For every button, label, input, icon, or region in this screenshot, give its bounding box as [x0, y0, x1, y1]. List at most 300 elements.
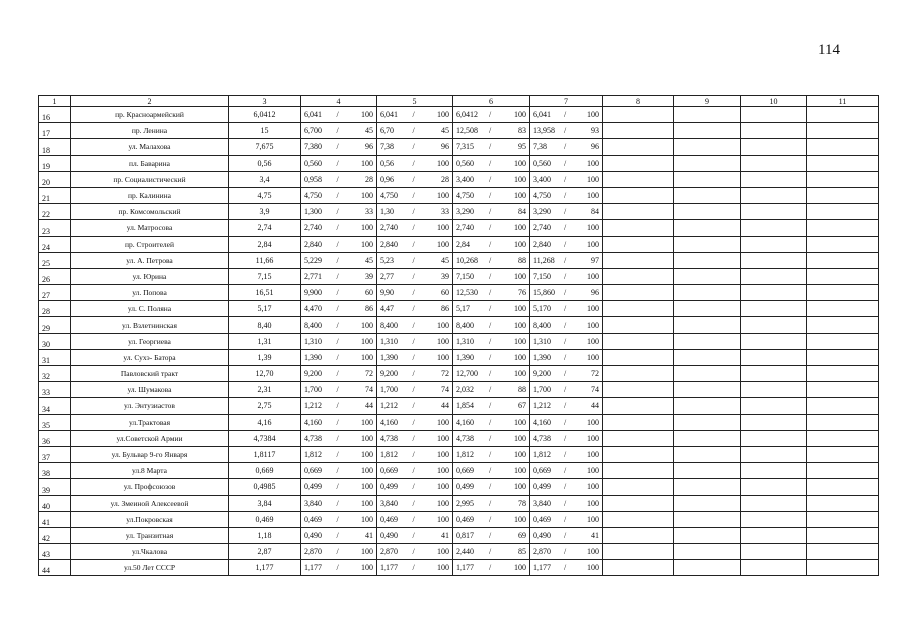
separator: /: [564, 239, 567, 249]
empty-cell: [674, 204, 741, 220]
separator: /: [564, 288, 567, 298]
length-percent-cell: [453, 366, 530, 382]
length-percent-cell: [301, 414, 377, 430]
percent-value: 100: [437, 352, 449, 362]
percent-value: 100: [587, 271, 599, 281]
empty-cell: [741, 446, 807, 462]
empty-cell: [603, 382, 674, 398]
length-percent-cell: [453, 155, 530, 171]
separator: /: [336, 191, 339, 201]
empty-cell: [603, 285, 674, 301]
separator: /: [489, 174, 492, 184]
street-name-cell: пр. Строителей: [71, 236, 229, 252]
empty-cell: [603, 268, 674, 284]
empty-cell: [807, 544, 879, 560]
length-percent-cell: [530, 107, 603, 123]
table-row: [39, 527, 879, 543]
separator: /: [412, 336, 415, 346]
length-percent-cell: [453, 430, 530, 446]
separator: /: [336, 142, 339, 152]
separator: /: [564, 126, 567, 136]
length-percent-cell: [301, 382, 377, 398]
empty-cell: [603, 430, 674, 446]
empty-cell: [603, 463, 674, 479]
percent-value: 44: [365, 401, 373, 411]
separator: /: [489, 223, 492, 233]
total-length-cell: 1,31: [229, 333, 301, 349]
length-percent-cell: [530, 285, 603, 301]
length-value: 8,400: [533, 320, 551, 330]
empty-cell: [807, 187, 879, 203]
length-value: 0,469: [533, 514, 551, 524]
empty-cell: [741, 479, 807, 495]
length-value: 2,84: [456, 239, 470, 249]
length-value: 0,469: [380, 514, 398, 524]
percent-value: 100: [361, 433, 373, 443]
separator: /: [412, 369, 415, 379]
row-number-cell: 40: [39, 495, 71, 511]
length-value: 8,400: [380, 320, 398, 330]
empty-cell: [741, 382, 807, 398]
separator: /: [336, 239, 339, 249]
total-length-cell: 4,7384: [229, 430, 301, 446]
length-percent-cell: [530, 155, 603, 171]
empty-cell: [603, 236, 674, 252]
length-percent-cell: [301, 236, 377, 252]
empty-cell: [603, 398, 674, 414]
separator: /: [336, 466, 339, 476]
length-value: 1,310: [456, 336, 474, 346]
length-percent-cell: [530, 527, 603, 543]
separator: /: [412, 530, 415, 540]
empty-cell: [603, 171, 674, 187]
separator: /: [489, 320, 492, 330]
table-row: [39, 398, 879, 414]
separator: /: [412, 514, 415, 524]
empty-cell: [741, 155, 807, 171]
separator: /: [412, 126, 415, 136]
length-value: 2,840: [304, 239, 322, 249]
empty-cell: [807, 398, 879, 414]
separator: /: [412, 207, 415, 217]
table-row: [39, 414, 879, 430]
street-name-cell: ул. Взлетнинская: [71, 317, 229, 333]
percent-value: 100: [587, 450, 599, 460]
length-percent-cell: [377, 544, 453, 560]
length-percent-cell: [301, 349, 377, 365]
percent-value: 100: [587, 417, 599, 427]
separator: /: [564, 158, 567, 168]
table-row: [39, 479, 879, 495]
empty-cell: [603, 349, 674, 365]
empty-cell: [603, 123, 674, 139]
length-percent-cell: [301, 366, 377, 382]
separator: /: [412, 255, 415, 265]
percent-value: 100: [361, 320, 373, 330]
length-percent-cell: [530, 171, 603, 187]
length-percent-cell: [377, 463, 453, 479]
percent-value: 67: [518, 401, 526, 411]
percent-value: 100: [437, 336, 449, 346]
separator: /: [489, 304, 492, 314]
length-value: 4,47: [380, 304, 394, 314]
length-value: 1,177: [533, 563, 551, 573]
length-value: 0,958: [304, 174, 322, 184]
percent-value: 96: [441, 142, 449, 152]
total-length-cell: 1,8117: [229, 446, 301, 462]
percent-value: 100: [361, 158, 373, 168]
length-value: 1,310: [304, 336, 322, 346]
table-row: [39, 204, 879, 220]
row-number-cell: 38: [39, 463, 71, 479]
empty-cell: [807, 155, 879, 171]
empty-cell: [674, 187, 741, 203]
street-name-cell: Павловский тракт: [71, 366, 229, 382]
empty-cell: [807, 527, 879, 543]
length-value: 0,560: [456, 158, 474, 168]
total-length-cell: 12,70: [229, 366, 301, 382]
empty-cell: [603, 511, 674, 527]
length-percent-cell: [530, 560, 603, 576]
empty-cell: [741, 107, 807, 123]
empty-cell: [603, 220, 674, 236]
length-percent-cell: [530, 333, 603, 349]
length-value: 2,440: [456, 547, 474, 557]
street-name-cell: ул.50 Лет СССР: [71, 560, 229, 576]
length-value: 1,177: [380, 563, 398, 573]
length-percent-cell: [301, 544, 377, 560]
total-length-cell: 5,17: [229, 301, 301, 317]
separator: /: [564, 320, 567, 330]
total-length-cell: 1,18: [229, 527, 301, 543]
length-percent-cell: [453, 123, 530, 139]
separator: /: [336, 320, 339, 330]
separator: /: [564, 466, 567, 476]
length-percent-cell: [530, 398, 603, 414]
length-percent-cell: [530, 139, 603, 155]
header-cell: 11: [807, 96, 879, 107]
street-name-cell: ул.Трактовая: [71, 414, 229, 430]
empty-cell: [807, 123, 879, 139]
empty-cell: [603, 317, 674, 333]
length-value: 2,870: [304, 547, 322, 557]
street-name-cell: пр. Калинина: [71, 187, 229, 203]
length-percent-cell: [377, 398, 453, 414]
percent-value: 100: [361, 482, 373, 492]
empty-cell: [741, 285, 807, 301]
length-percent-cell: [377, 495, 453, 511]
separator: /: [564, 450, 567, 460]
length-value: 10,268: [456, 255, 478, 265]
percent-value: 100: [587, 336, 599, 346]
percent-value: 72: [441, 369, 449, 379]
separator: /: [489, 433, 492, 443]
length-percent-cell: [453, 349, 530, 365]
length-value: 4,750: [380, 191, 398, 201]
empty-cell: [807, 171, 879, 187]
separator: /: [336, 385, 339, 395]
length-value: 4,470: [304, 304, 322, 314]
percent-value: 100: [361, 336, 373, 346]
length-percent-cell: [301, 511, 377, 527]
percent-value: 100: [437, 433, 449, 443]
header-cell: 5: [377, 96, 453, 107]
empty-cell: [741, 544, 807, 560]
separator: /: [336, 482, 339, 492]
separator: /: [489, 401, 492, 411]
separator: /: [564, 174, 567, 184]
empty-cell: [674, 527, 741, 543]
length-percent-cell: [453, 495, 530, 511]
length-value: 13,958: [533, 126, 555, 136]
percent-value: 74: [365, 385, 373, 395]
percent-value: 100: [587, 498, 599, 508]
row-number-cell: 27: [39, 285, 71, 301]
percent-value: 100: [437, 563, 449, 573]
separator: /: [489, 547, 492, 557]
length-percent-cell: [453, 187, 530, 203]
empty-cell: [807, 301, 879, 317]
empty-cell: [807, 495, 879, 511]
length-value: 0,817: [456, 530, 474, 540]
length-percent-cell: [377, 349, 453, 365]
table-row: [39, 366, 879, 382]
separator: /: [489, 126, 492, 136]
percent-value: 100: [514, 304, 526, 314]
street-name-cell: ул. Сухэ- Батора: [71, 349, 229, 365]
separator: /: [489, 158, 492, 168]
empty-cell: [603, 479, 674, 495]
separator: /: [564, 401, 567, 411]
empty-cell: [603, 155, 674, 171]
length-percent-cell: [377, 511, 453, 527]
separator: /: [489, 207, 492, 217]
separator: /: [564, 369, 567, 379]
length-value: 1,390: [533, 352, 551, 362]
table-row: [39, 495, 879, 511]
length-percent-cell: [301, 317, 377, 333]
separator: /: [336, 126, 339, 136]
percent-value: 100: [361, 110, 373, 120]
percent-value: 100: [361, 450, 373, 460]
length-percent-cell: [377, 382, 453, 398]
row-number-cell: 31: [39, 349, 71, 365]
percent-value: 33: [441, 207, 449, 217]
street-name-cell: ул.Чкалова: [71, 544, 229, 560]
length-percent-cell: [377, 479, 453, 495]
header-cell: 9: [674, 96, 741, 107]
total-length-cell: 11,66: [229, 252, 301, 268]
empty-cell: [674, 446, 741, 462]
length-value: 9,200: [380, 369, 398, 379]
length-value: 0,56: [380, 158, 394, 168]
empty-cell: [674, 560, 741, 576]
percent-value: 96: [591, 288, 599, 298]
length-value: 7,380: [304, 142, 322, 152]
percent-value: 100: [514, 466, 526, 476]
row-number-cell: 42: [39, 527, 71, 543]
table-row: [39, 236, 879, 252]
length-value: 4,750: [533, 191, 551, 201]
empty-cell: [603, 366, 674, 382]
length-value: 1,310: [380, 336, 398, 346]
separator: /: [412, 352, 415, 362]
empty-cell: [674, 495, 741, 511]
empty-cell: [603, 414, 674, 430]
percent-value: 96: [365, 142, 373, 152]
separator: /: [336, 417, 339, 427]
length-percent-cell: [530, 204, 603, 220]
length-value: 6,041: [304, 110, 322, 120]
percent-value: 100: [587, 191, 599, 201]
length-value: 2,77: [380, 271, 394, 281]
percent-value: 100: [361, 466, 373, 476]
table-row: [39, 560, 879, 576]
empty-cell: [741, 220, 807, 236]
length-value: 0,96: [380, 174, 394, 184]
separator: /: [564, 482, 567, 492]
percent-value: 100: [514, 369, 526, 379]
length-percent-cell: [301, 268, 377, 284]
separator: /: [412, 191, 415, 201]
empty-cell: [674, 479, 741, 495]
length-percent-cell: [377, 301, 453, 317]
percent-value: 100: [587, 223, 599, 233]
total-length-cell: 4,75: [229, 187, 301, 203]
length-percent-cell: [530, 123, 603, 139]
length-value: 6,041: [380, 110, 398, 120]
length-percent-cell: [301, 430, 377, 446]
row-number-cell: 41: [39, 511, 71, 527]
length-percent-cell: [530, 366, 603, 382]
empty-cell: [674, 107, 741, 123]
length-percent-cell: [377, 123, 453, 139]
separator: /: [336, 433, 339, 443]
length-value: 3,400: [456, 174, 474, 184]
length-value: 0,490: [304, 530, 322, 540]
empty-cell: [603, 495, 674, 511]
percent-value: 100: [587, 563, 599, 573]
length-percent-cell: [453, 285, 530, 301]
length-percent-cell: [453, 479, 530, 495]
empty-cell: [807, 349, 879, 365]
total-length-cell: 16,51: [229, 285, 301, 301]
row-number-cell: 17: [39, 123, 71, 139]
length-percent-cell: [530, 414, 603, 430]
percent-value: 100: [514, 191, 526, 201]
length-percent-cell: [453, 236, 530, 252]
separator: /: [564, 110, 567, 120]
length-value: 3,840: [380, 498, 398, 508]
separator: /: [489, 336, 492, 346]
percent-value: 45: [441, 255, 449, 265]
empty-cell: [674, 236, 741, 252]
percent-value: 100: [514, 563, 526, 573]
percent-value: 86: [365, 304, 373, 314]
length-value: 0,490: [533, 530, 551, 540]
percent-value: 96: [591, 142, 599, 152]
empty-cell: [741, 236, 807, 252]
percent-value: 100: [514, 482, 526, 492]
percent-value: 41: [591, 530, 599, 540]
street-name-cell: ул. Транзитная: [71, 527, 229, 543]
separator: /: [564, 142, 567, 152]
length-value: 4,738: [533, 433, 551, 443]
length-value: 5,229: [304, 255, 322, 265]
total-length-cell: 2,31: [229, 382, 301, 398]
separator: /: [412, 304, 415, 314]
length-percent-cell: [377, 204, 453, 220]
separator: /: [412, 563, 415, 573]
empty-cell: [807, 268, 879, 284]
street-name-cell: пр. Красноармейский: [71, 107, 229, 123]
empty-cell: [807, 107, 879, 123]
length-percent-cell: [453, 527, 530, 543]
length-percent-cell: [530, 301, 603, 317]
percent-value: 33: [365, 207, 373, 217]
percent-value: 28: [441, 174, 449, 184]
empty-cell: [807, 366, 879, 382]
separator: /: [564, 547, 567, 557]
length-value: 8,400: [456, 320, 474, 330]
row-number-cell: 37: [39, 446, 71, 462]
percent-value: 41: [365, 530, 373, 540]
length-percent-cell: [453, 544, 530, 560]
table-row: [39, 171, 879, 187]
length-value: 2,740: [456, 223, 474, 233]
length-percent-cell: [453, 204, 530, 220]
empty-cell: [674, 155, 741, 171]
separator: /: [412, 142, 415, 152]
length-percent-cell: [530, 252, 603, 268]
empty-cell: [603, 301, 674, 317]
total-length-cell: 2,87: [229, 544, 301, 560]
percent-value: 72: [365, 369, 373, 379]
percent-value: 100: [587, 320, 599, 330]
row-number-cell: 24: [39, 236, 71, 252]
length-percent-cell: [377, 446, 453, 462]
row-number-cell: 36: [39, 430, 71, 446]
total-length-cell: 0,56: [229, 155, 301, 171]
separator: /: [489, 369, 492, 379]
separator: /: [412, 223, 415, 233]
percent-value: 74: [441, 385, 449, 395]
percent-value: 100: [587, 547, 599, 557]
separator: /: [564, 223, 567, 233]
header-cell: 2: [71, 96, 229, 107]
length-percent-cell: [453, 398, 530, 414]
length-percent-cell: [301, 139, 377, 155]
empty-cell: [674, 139, 741, 155]
empty-cell: [674, 171, 741, 187]
percent-value: 95: [518, 142, 526, 152]
percent-value: 45: [365, 255, 373, 265]
length-value: 4,750: [456, 191, 474, 201]
empty-cell: [807, 560, 879, 576]
empty-cell: [741, 527, 807, 543]
percent-value: 100: [361, 352, 373, 362]
separator: /: [564, 530, 567, 540]
percent-value: 44: [441, 401, 449, 411]
length-percent-cell: [377, 187, 453, 203]
table-row: [39, 285, 879, 301]
empty-cell: [741, 495, 807, 511]
separator: /: [412, 239, 415, 249]
length-value: 0,669: [304, 466, 322, 476]
empty-cell: [807, 220, 879, 236]
length-percent-cell: [453, 317, 530, 333]
street-name-cell: пр. Ленина: [71, 123, 229, 139]
